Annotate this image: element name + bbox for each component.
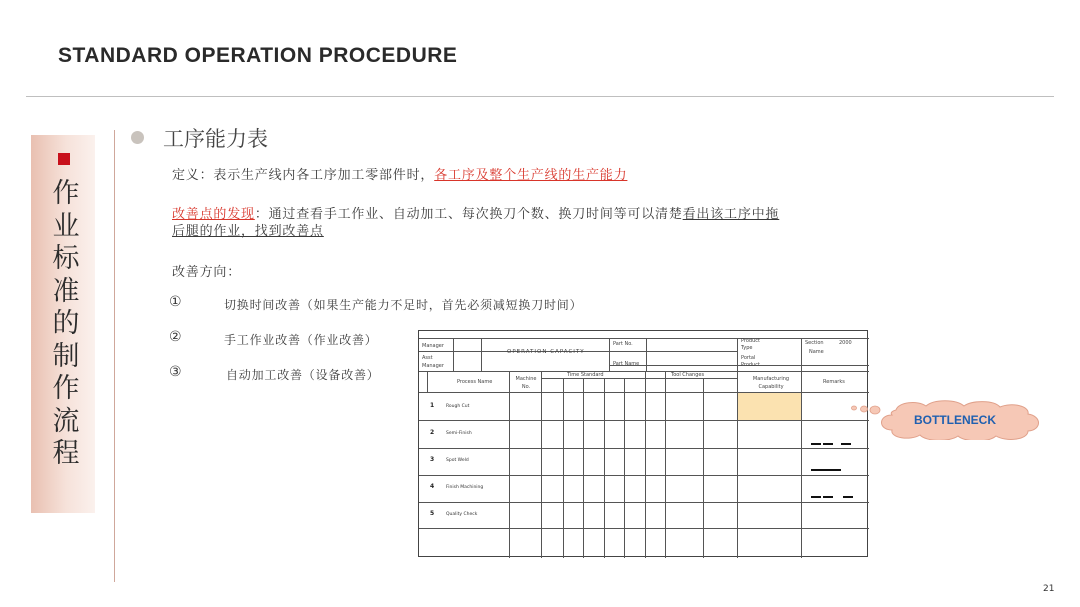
item-number: ① <box>169 294 182 310</box>
sidebar-char: 业 <box>52 210 80 242</box>
page-title: STANDARD OPERATION PROCEDURE <box>58 44 458 67</box>
product-type-label: Product Type <box>741 338 760 351</box>
row-number: 5 <box>430 510 435 517</box>
page-number: 21 <box>1043 584 1055 594</box>
sidebar-char: 作 <box>52 373 80 404</box>
row-number: 1 <box>430 402 435 409</box>
process-name-header: Process Name <box>457 379 493 385</box>
definition-line <box>172 164 627 183</box>
item-number: ② <box>169 329 182 345</box>
content-divider <box>114 130 115 582</box>
part-name-label: Part Name <box>613 361 640 367</box>
discovery-text: ：通过查看手工作业、自动加工、每次换刀个数、换刀时间等可以清楚 <box>254 207 683 222</box>
asst-manager-label: Asst Manager <box>422 355 444 369</box>
manager-label: Manager <box>422 343 444 349</box>
callout-tail-bubbles <box>842 402 882 416</box>
sidebar-char: 标 <box>52 243 80 274</box>
operation-capacity-form <box>418 330 868 557</box>
process-name: Spot Weld <box>446 458 469 463</box>
sidebar-char: 的 <box>52 308 80 339</box>
time-standard-header: Time Standard <box>567 372 604 378</box>
process-name: Semi-Finish <box>446 431 472 436</box>
tool-changes-header: Tool Changes <box>671 372 705 378</box>
sidebar-square-icon <box>58 153 70 165</box>
machine-no-header: Machine No. <box>515 376 537 390</box>
sidebar-char: 作 <box>52 178 80 209</box>
section-label: Section <box>805 340 824 346</box>
name-label: Name <box>809 349 824 355</box>
discovery-underlined-2: 后腿的作业，找到改善点 <box>172 224 324 239</box>
remarks-header: Remarks <box>823 379 845 385</box>
capability-header: Manufacturing Capability <box>752 376 790 390</box>
sidebar-char: 制 <box>52 340 80 372</box>
part-no-label: Part No. <box>613 341 633 347</box>
section-heading: 工序能力表 <box>163 127 268 151</box>
bullet-dot-icon <box>131 131 144 144</box>
definition-highlight: 各工序及整个生产线的生产能力 <box>434 168 628 183</box>
bottleneck-label: BOTTLENECK <box>914 413 996 427</box>
title-divider <box>26 96 1054 97</box>
process-name: Finish Machining <box>446 485 484 490</box>
item-text: 自动加工改善（设备改善） <box>226 368 380 382</box>
item-text: 手工作业改善（作业改善） <box>224 333 378 347</box>
discovery-label: 改善点的发现 <box>172 207 255 222</box>
row-number: 3 <box>430 456 435 463</box>
row-number: 4 <box>430 483 435 490</box>
sidebar-char: 程 <box>52 438 80 469</box>
section-value: 2000 <box>839 340 852 346</box>
direction-label: 改善方向： <box>172 265 242 280</box>
definition-prefix: 定义：表示生产线内各工序加工零部件时， <box>172 168 435 183</box>
discovery-underlined: 看出该工序中拖 <box>682 207 780 222</box>
form-title: OPERATION CAPACITY <box>507 349 585 355</box>
portal-product-label: Portal Product <box>741 355 760 368</box>
item-number: ③ <box>169 364 182 380</box>
sidebar-vertical-title <box>44 178 88 471</box>
item-text: 切换时间改善（如果生产能力不足时，首先必须减短换刀时间） <box>224 298 583 312</box>
discovery-line-2 <box>172 220 324 239</box>
process-name: Rough Cut <box>446 404 470 409</box>
process-name: Quality Check <box>446 512 478 517</box>
sidebar-char: 准 <box>52 275 80 307</box>
sidebar-char: 流 <box>52 405 80 437</box>
bottleneck-cell <box>737 393 801 420</box>
row-number: 2 <box>430 429 435 436</box>
